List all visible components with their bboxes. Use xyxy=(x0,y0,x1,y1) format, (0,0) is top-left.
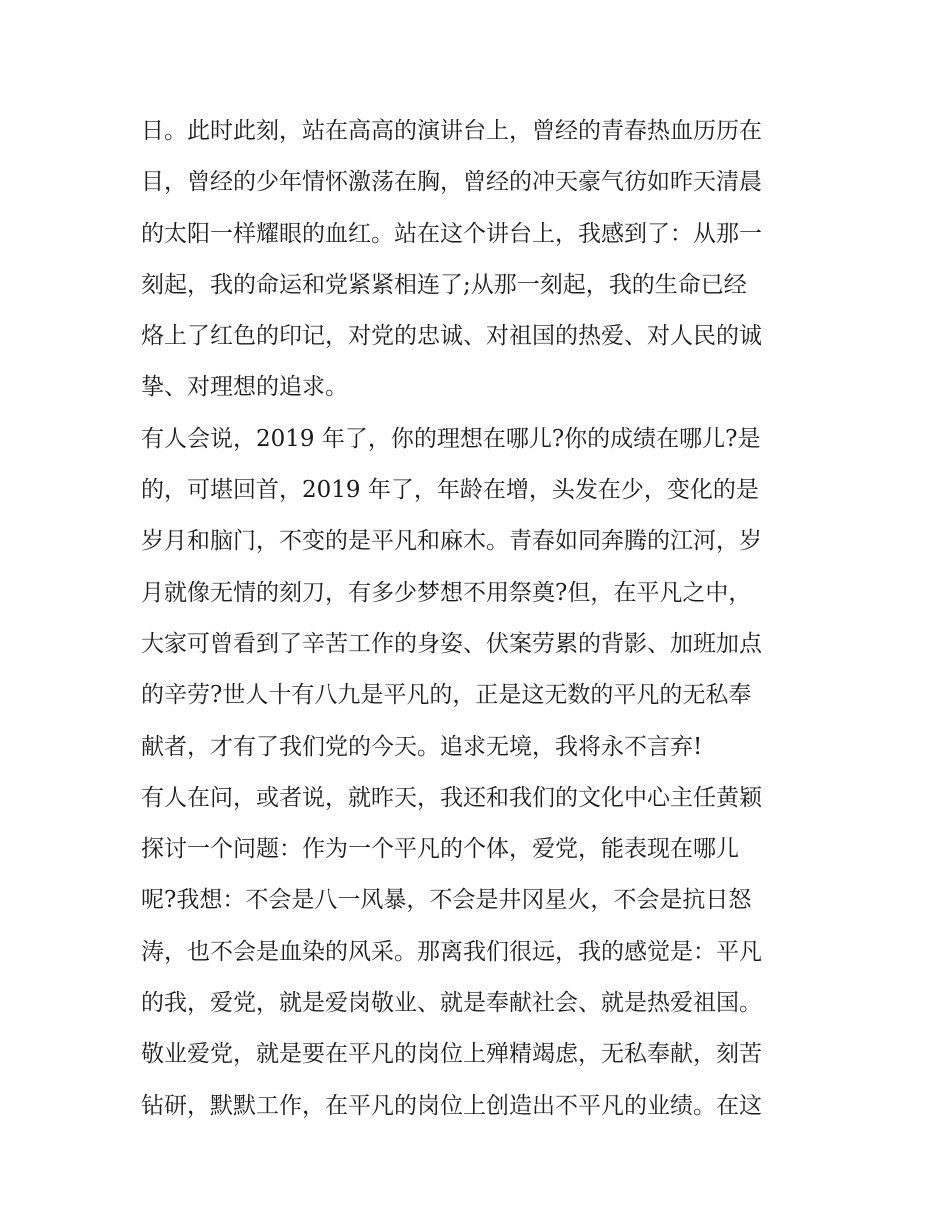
text-line: 钻研，默默工作，在平凡的岗位上创造出不平凡的业绩。在这 xyxy=(141,1092,762,1119)
text-line: 有人在问，或者说，就昨天，我还和我们的文化中心主任黄颖 xyxy=(141,784,762,811)
text-line: 献者，才有了我们党的今天。追求无境，我将永不言弃! xyxy=(141,733,703,760)
text-line: 挚、对理想的追求。 xyxy=(141,374,348,401)
text-line: 大家可曾看到了辛苦工作的身姿、伏案劳累的背影、加班加点 xyxy=(141,630,762,657)
text-line: 目，曾经的少年情怀激荡在胸，曾经的冲天豪气彷如昨天清晨 xyxy=(141,169,762,196)
text-line: 探讨一个问题：作为一个平凡的个体，爱党，能表现在哪儿 xyxy=(141,836,739,863)
text-line: 涛，也不会是血染的风采。那离我们很远，我的感觉是：平凡 xyxy=(141,938,762,965)
text-line: 的我，爱党，就是爱岗敬业、就是奉献社会、就是热爱祖国。 xyxy=(141,990,762,1017)
text-line: 烙上了红色的印记，对党的忠诚、对祖国的热爱、对人民的诚 xyxy=(141,323,762,350)
text-line: 月就像无情的刻刀，有多少梦想不用祭奠?但，在平凡之中， xyxy=(141,579,752,606)
text-line: 刻起，我的命运和党紧紧相连了;从那一刻起，我的生命已经 xyxy=(141,271,747,298)
body-text xyxy=(141,106,831,1132)
text-line: 敬业爱党，就是要在平凡的岗位上殚精竭虑，无私奉献，刻苦 xyxy=(141,1041,762,1068)
text-line: 的太阳一样耀眼的血红。站在这个讲台上，我感到了：从那一 xyxy=(141,220,762,247)
text-line: 日。此时此刻，站在高高的演讲台上，曾经的青春热血历历在 xyxy=(141,118,762,144)
text-line: 的辛劳?世人十有八九是平凡的，正是这无数的平凡的无私奉 xyxy=(141,682,752,709)
text-line: 岁月和脑门，不变的是平凡和麻木。青春如同奔腾的江河，岁 xyxy=(141,528,762,555)
text-line: 有人会说，2019 年了，你的理想在哪儿?你的成绩在哪儿?是 xyxy=(141,425,761,452)
text-line: 呢?我想：不会是八一风暴，不会是井冈星火，不会是抗日怒 xyxy=(141,887,752,914)
text-line: 的，可堪回首，2019 年了，年龄在增，头发在少，变化的是 xyxy=(141,477,759,504)
